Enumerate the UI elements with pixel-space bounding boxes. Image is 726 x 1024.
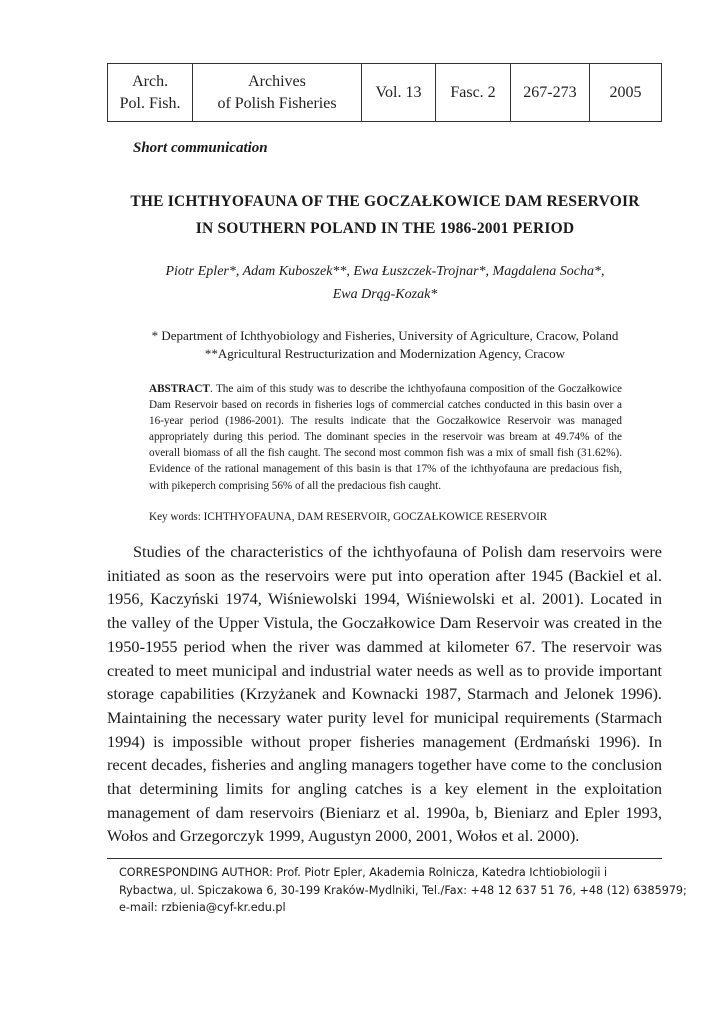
title-line1: THE ICHTHYOFAUNA OF THE GOCZAŁKOWICE DAM RESERVOIR bbox=[130, 193, 640, 210]
fascicle-cell: Fasc. 2 bbox=[436, 64, 511, 122]
journal-abbrev-cell bbox=[108, 64, 193, 122]
pages-cell: 267-273 bbox=[510, 64, 589, 122]
affiliations bbox=[100, 327, 670, 363]
authors-line1: Piotr Epler*, Adam Kuboszek**, Ewa Łuszczek-Trojnar*, Magdalena Socha*, bbox=[165, 264, 605, 279]
affiliation-2: **Agricultural Restructurization and Modernization Agency, Cracow bbox=[204, 346, 566, 361]
keywords: Key words: ICHTHYOFAUNA, DAM RESERVOIR, GOCZAŁKOWICE RESERVOIR bbox=[149, 511, 548, 523]
section-type-label: Short communication bbox=[133, 140, 268, 156]
footnote-divider bbox=[107, 858, 662, 859]
year-cell: 2005 bbox=[590, 64, 662, 122]
corresponding-author-note bbox=[119, 864, 687, 917]
corresponding-email: e-mail: rzbienia@cyf-kr.edu.pl bbox=[119, 901, 286, 914]
abstract-label: ABSTRACT bbox=[149, 383, 210, 395]
journal-abbrev-line1: Arch. bbox=[132, 72, 169, 90]
author-list bbox=[100, 260, 670, 306]
corresponding-line1: CORRESPONDING AUTHOR: Prof. Piotr Epler, Akademia Rolnicza, Katedra Ichtiobiologii i bbox=[119, 866, 608, 879]
abstract bbox=[149, 381, 622, 494]
title-line2: IN SOUTHERN POLAND IN THE 1986-2001 PERIOD bbox=[195, 220, 575, 237]
journal-name-cell bbox=[193, 64, 362, 122]
paper-title bbox=[100, 188, 670, 242]
authors-line2: Ewa Drąg-Kozak* bbox=[332, 287, 438, 302]
corresponding-line2: Rybactwa, ul. Spiczakowa 6, 30-199 Kraków-Mydlniki, Tel./Fax: +48 12 637 51 76, +48 (12) 6385979; bbox=[119, 883, 687, 897]
volume-cell: Vol. 13 bbox=[361, 64, 435, 122]
affiliation-1: * Department of Ichthyobiology and Fisheries, University of Agriculture, Cracow, Poland bbox=[151, 328, 619, 343]
journal-name-line2: of Polish Fisheries bbox=[217, 94, 337, 112]
journal-name-line1: Archives bbox=[248, 72, 306, 90]
journal-header-table bbox=[107, 63, 662, 122]
body-paragraph: Studies of the characteristics of the ichthyofauna of Polish dam reservoirs were initiated as soon as the reservoirs were put into operation after 1945 (Backiel et al. 1956, Kaczyński 1974, Wiśniewolski 1994, Wiśniewolski et al. 2001). Located in the valley of the Upper Vistula, the Goczałkowice Dam Reservoir was created in the 1950-1955 period when the river was dammed at kilometer 67. The reservoir was created to meet municipal and industrial water needs as well as to provide important storage capabilities (Krzyżanek and Kownacki 1987, Starmach and Jelonek 1996). Maintaining the necessary water purity level for municipal requirements (Starmach 1994) is impossible without proper fisheries management (Erdmański 1996). In recent decades, fisheries and angling managers together have come to the conclusion that determining limits for angling catches is a key element in the exploitation management of dam reservoirs (Bieniarz et al. 1990a, b, Bieniarz and Epler 1993, Wołos and Grzegorczyk 1999, Augustyn 2000, 2001, Wołos et al. 2000). bbox=[107, 542, 662, 846]
journal-abbrev-line2: Pol. Fish. bbox=[119, 94, 181, 112]
abstract-text: . The aim of this study was to describe the ichthyofauna composition of the Goczałkowice Dam Reservoir based on records in fisheries logs of commercial catches conducted in this basin over a 16-year period (1986-2001). The results indicate that the Goczałkowice Reservoir was managed appropriately during this period. The dominant species in the reservoir was bream at 49.74% of the overall biomass of all the fish caught. The second most common fish was a mix of small fish (31.62%). Evidence of the rational management of this basin is that 17% of the ichthyofauna are predacious fish, with pikeperch comprising 56% of all the predacious fish caught. bbox=[149, 383, 622, 492]
